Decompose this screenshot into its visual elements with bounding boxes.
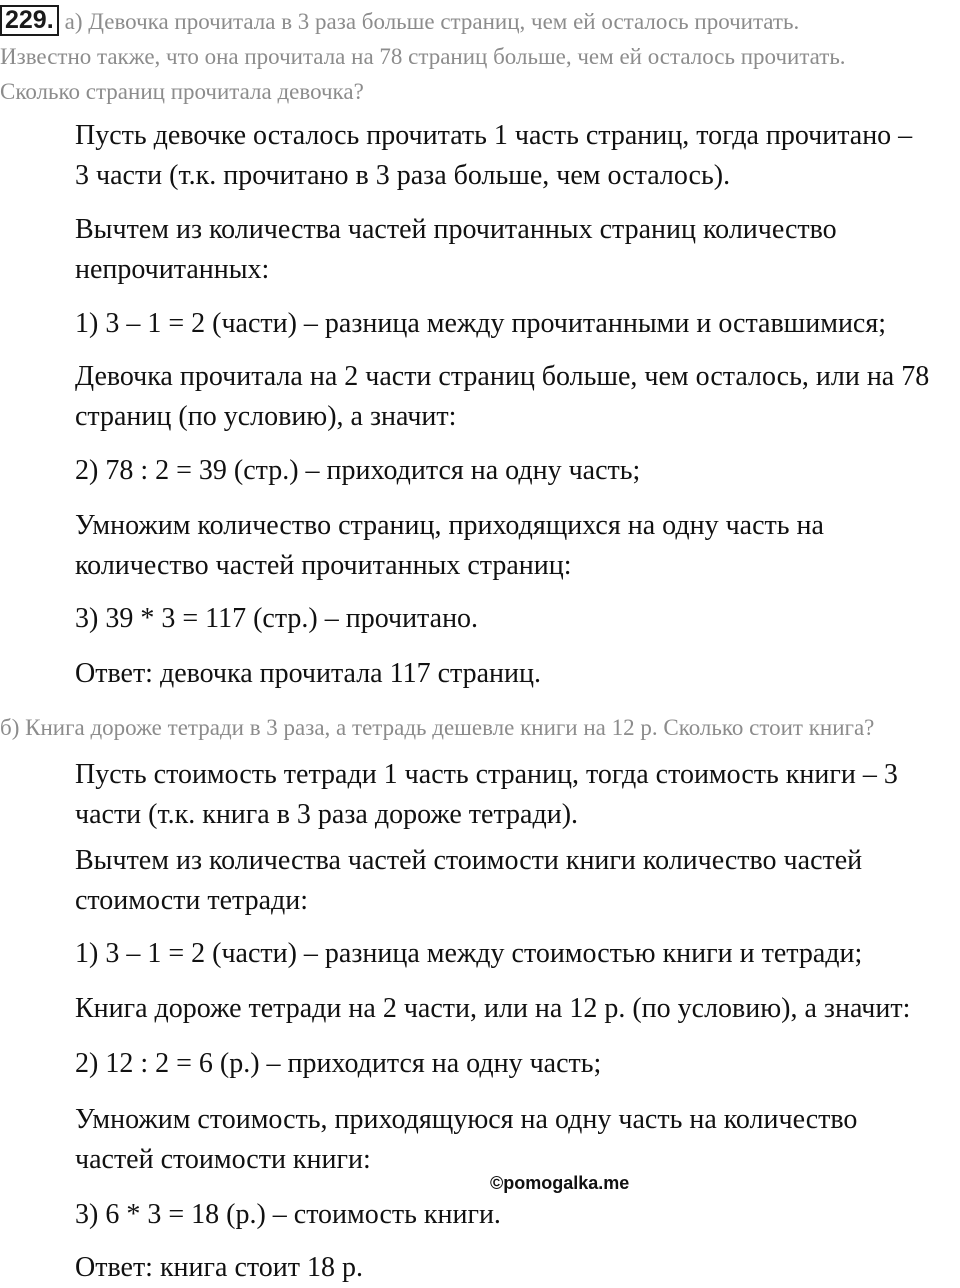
text-line: Вычтем из количества частей стоимости книги количество частей: [75, 845, 863, 876]
condition-line: а) Девочка прочитала в 3 раза больше страниц, чем ей осталось прочитать.: [64, 9, 800, 34]
problem-b-condition: [0, 710, 960, 745]
text-line: 3 части (т.к. прочитано в 3 раза больше, чем осталось).: [75, 160, 731, 191]
condition-line: б) Книга дороже тетради в 3 раза, а тетрадь дешевле книги на 12 р. Сколько стоит книга?: [0, 715, 875, 740]
condition-line: Сколько страниц прочитала девочка?: [0, 79, 364, 104]
solution-paragraph: [75, 210, 955, 290]
text-line: страниц (по условию), а значит:: [75, 401, 457, 432]
condition-line: Известно также, что она прочитала на 78 страниц больше, чем ей осталось прочитать.: [0, 44, 846, 69]
text-line: Вычтем из количества частей прочитанных страниц количество: [75, 214, 837, 245]
text-line: количество частей прочитанных страниц:: [75, 550, 572, 581]
text-line: Девочка прочитала на 2 части страниц больше, чем осталось, или на 78: [75, 361, 930, 392]
solution-paragraph: [75, 755, 955, 835]
text-line: Ответ: девочка прочитала 117 страниц.: [75, 658, 541, 689]
text-line: стоимости тетради:: [75, 885, 309, 916]
solution-paragraph: [75, 841, 955, 921]
text-line: частей стоимости книги:: [75, 1144, 371, 1175]
solution-step: [75, 1195, 955, 1235]
text-line: непрочитанных:: [75, 254, 270, 285]
solution-paragraph: [75, 989, 955, 1029]
problem-a-condition: [0, 4, 960, 109]
solution-step: [75, 451, 955, 491]
solution-paragraph: [75, 357, 955, 437]
solution-paragraph: [75, 116, 955, 196]
text-line: 1) 3 – 1 = 2 (части) – разница между прочитанными и оставшимися;: [75, 308, 887, 339]
text-line: Умножим количество страниц, приходящихся на одну часть на: [75, 510, 824, 541]
text-line: Книга дороже тетради на 2 части, или на 12 р. (по условию), а значит:: [75, 993, 911, 1024]
solution-step: [75, 1044, 955, 1084]
text-line: 3) 39 * 3 = 117 (стр.) – прочитано.: [75, 603, 479, 634]
solution-step: [75, 304, 955, 344]
problem-number: 229.: [0, 5, 59, 36]
text-line: Пусть девочке осталось прочитать 1 часть страниц, тогда прочитано –: [75, 120, 913, 151]
text-line: Ответ: книга стоит 18 р.: [75, 1252, 363, 1283]
answer-b: [75, 1248, 955, 1288]
text-line: 1) 3 – 1 = 2 (части) – разница между стоимостью книги и тетради;: [75, 938, 863, 969]
solution-paragraph: [75, 1100, 955, 1180]
text-line: Пусть стоимость тетради 1 часть страниц, тогда стоимость книги – 3: [75, 759, 898, 790]
text-line: части (т.к. книга в 3 раза дороже тетради).: [75, 799, 579, 830]
solution-step: [75, 599, 955, 639]
text-line: 3) 6 * 3 = 18 (р.) – стоимость книги.: [75, 1199, 501, 1230]
text-line: Умножим стоимость, приходящуюся на одну часть на количество: [75, 1104, 858, 1135]
answer-a: [75, 654, 955, 694]
solution-paragraph: [75, 506, 955, 586]
text-line: 2) 12 : 2 = 6 (р.) – приходится на одну часть;: [75, 1048, 602, 1079]
text-line: 2) 78 : 2 = 39 (стр.) – приходится на одну часть;: [75, 455, 641, 486]
solution-step: [75, 934, 955, 974]
watermark: ©pomogalka.me: [490, 1173, 630, 1193]
